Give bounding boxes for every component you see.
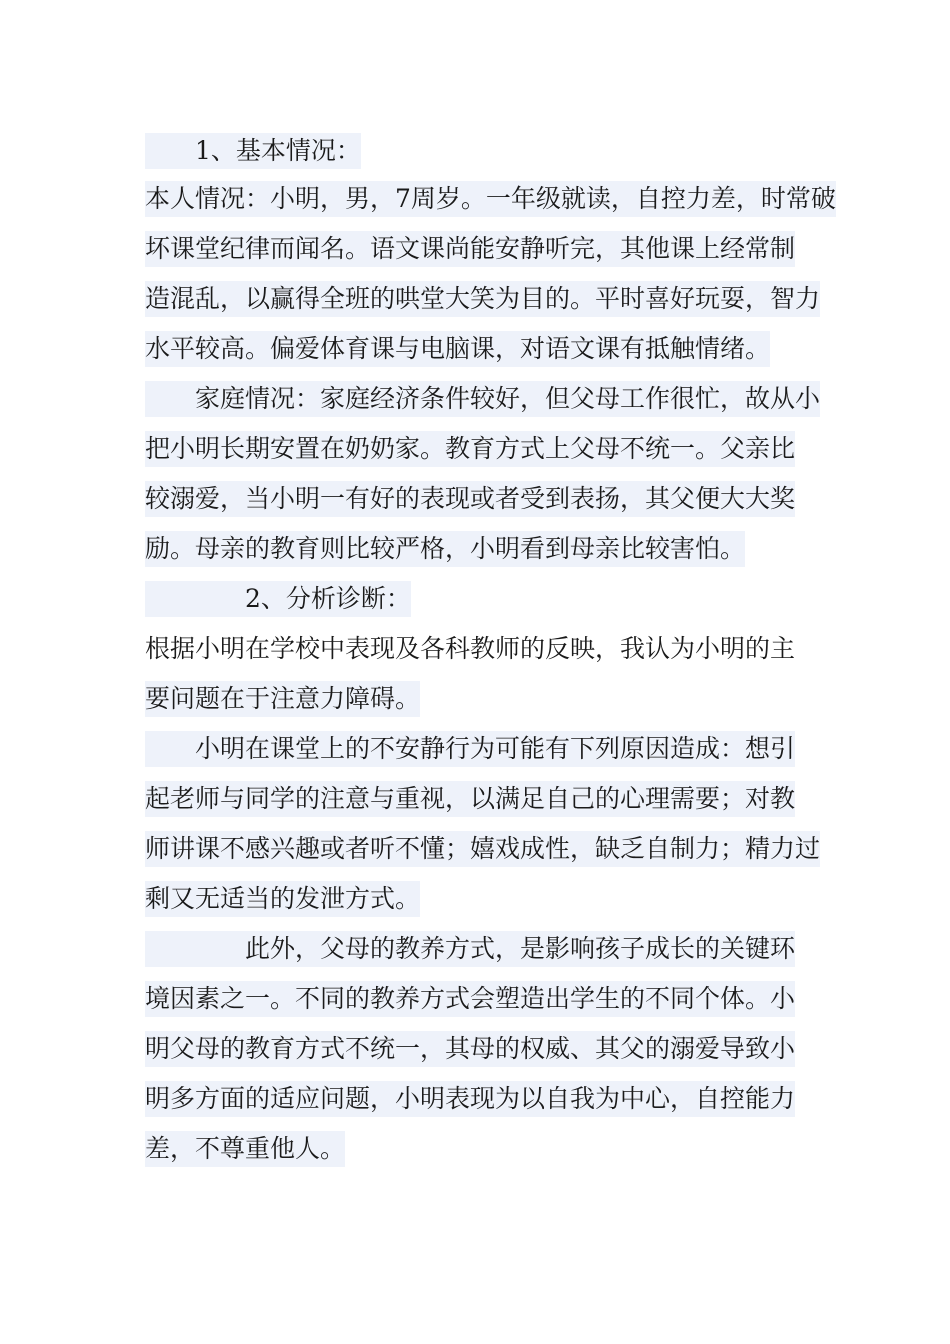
- paragraph-line: 造混乱，以赢得全班的哄堂大笑为目的。平时喜好玩耍，智力: [145, 281, 820, 317]
- paragraph-line: 明父母的教育方式不统一，其母的权威、其父的溺爱导致小: [145, 1031, 795, 1067]
- paragraph-line: 坏课堂纪律而闻名。语文课尚能安静听完，其他课上经常制: [145, 231, 795, 267]
- paragraph-line: 根据小明在学校中表现及各科教师的反映，我认为小明的主: [145, 634, 796, 663]
- paragraph-line: 此外，父母的教养方式，是影响孩子成长的关键环: [145, 931, 795, 967]
- paragraph-line: 较溺爱，当小明一有好的表现或者受到表扬，其父便大大奖: [145, 481, 795, 517]
- paragraph-line: 起老师与同学的注意与重视，以满足自己的心理需要；对教: [145, 781, 795, 817]
- paragraph-line: 励。母亲的教育则比较严格，小明看到母亲比较害怕。: [145, 531, 745, 567]
- paragraph-line: 水平较高。偏爱体育课与电脑课，对语文课有抵触情绪。: [145, 331, 770, 367]
- paragraph-line: 境因素之一。不同的教养方式会塑造出学生的不同个体。小: [145, 981, 795, 1017]
- paragraph-line: 师讲课不感兴趣或者听不懂；嬉戏成性，缺乏自制力；精力过: [145, 831, 820, 867]
- section-heading-basic-info: 1、基本情况：: [145, 133, 361, 169]
- paragraph-line: 把小明长期安置在奶奶家。教育方式上父母不统一。父亲比: [145, 431, 795, 467]
- paragraph-line: 家庭情况：家庭经济条件较好，但父母工作很忙，故从小: [145, 381, 820, 417]
- paragraph-line: 明多方面的适应问题，小明表现为以自我为中心，自控能力: [145, 1081, 795, 1117]
- paragraph-line: 小明在课堂上的不安静行为可能有下列原因造成：想引: [145, 731, 795, 767]
- paragraph-line: 剩又无适当的发泄方式。: [145, 881, 420, 917]
- section-heading-analysis: 2、分析诊断：: [145, 581, 411, 617]
- paragraph-line: 要问题在于注意力障碍。: [145, 681, 420, 717]
- paragraph-line: 差，不尊重他人。: [145, 1131, 345, 1167]
- paragraph-line: 本人情况：小明，男，7周岁。一年级就读，自控力差，时常破: [145, 181, 836, 217]
